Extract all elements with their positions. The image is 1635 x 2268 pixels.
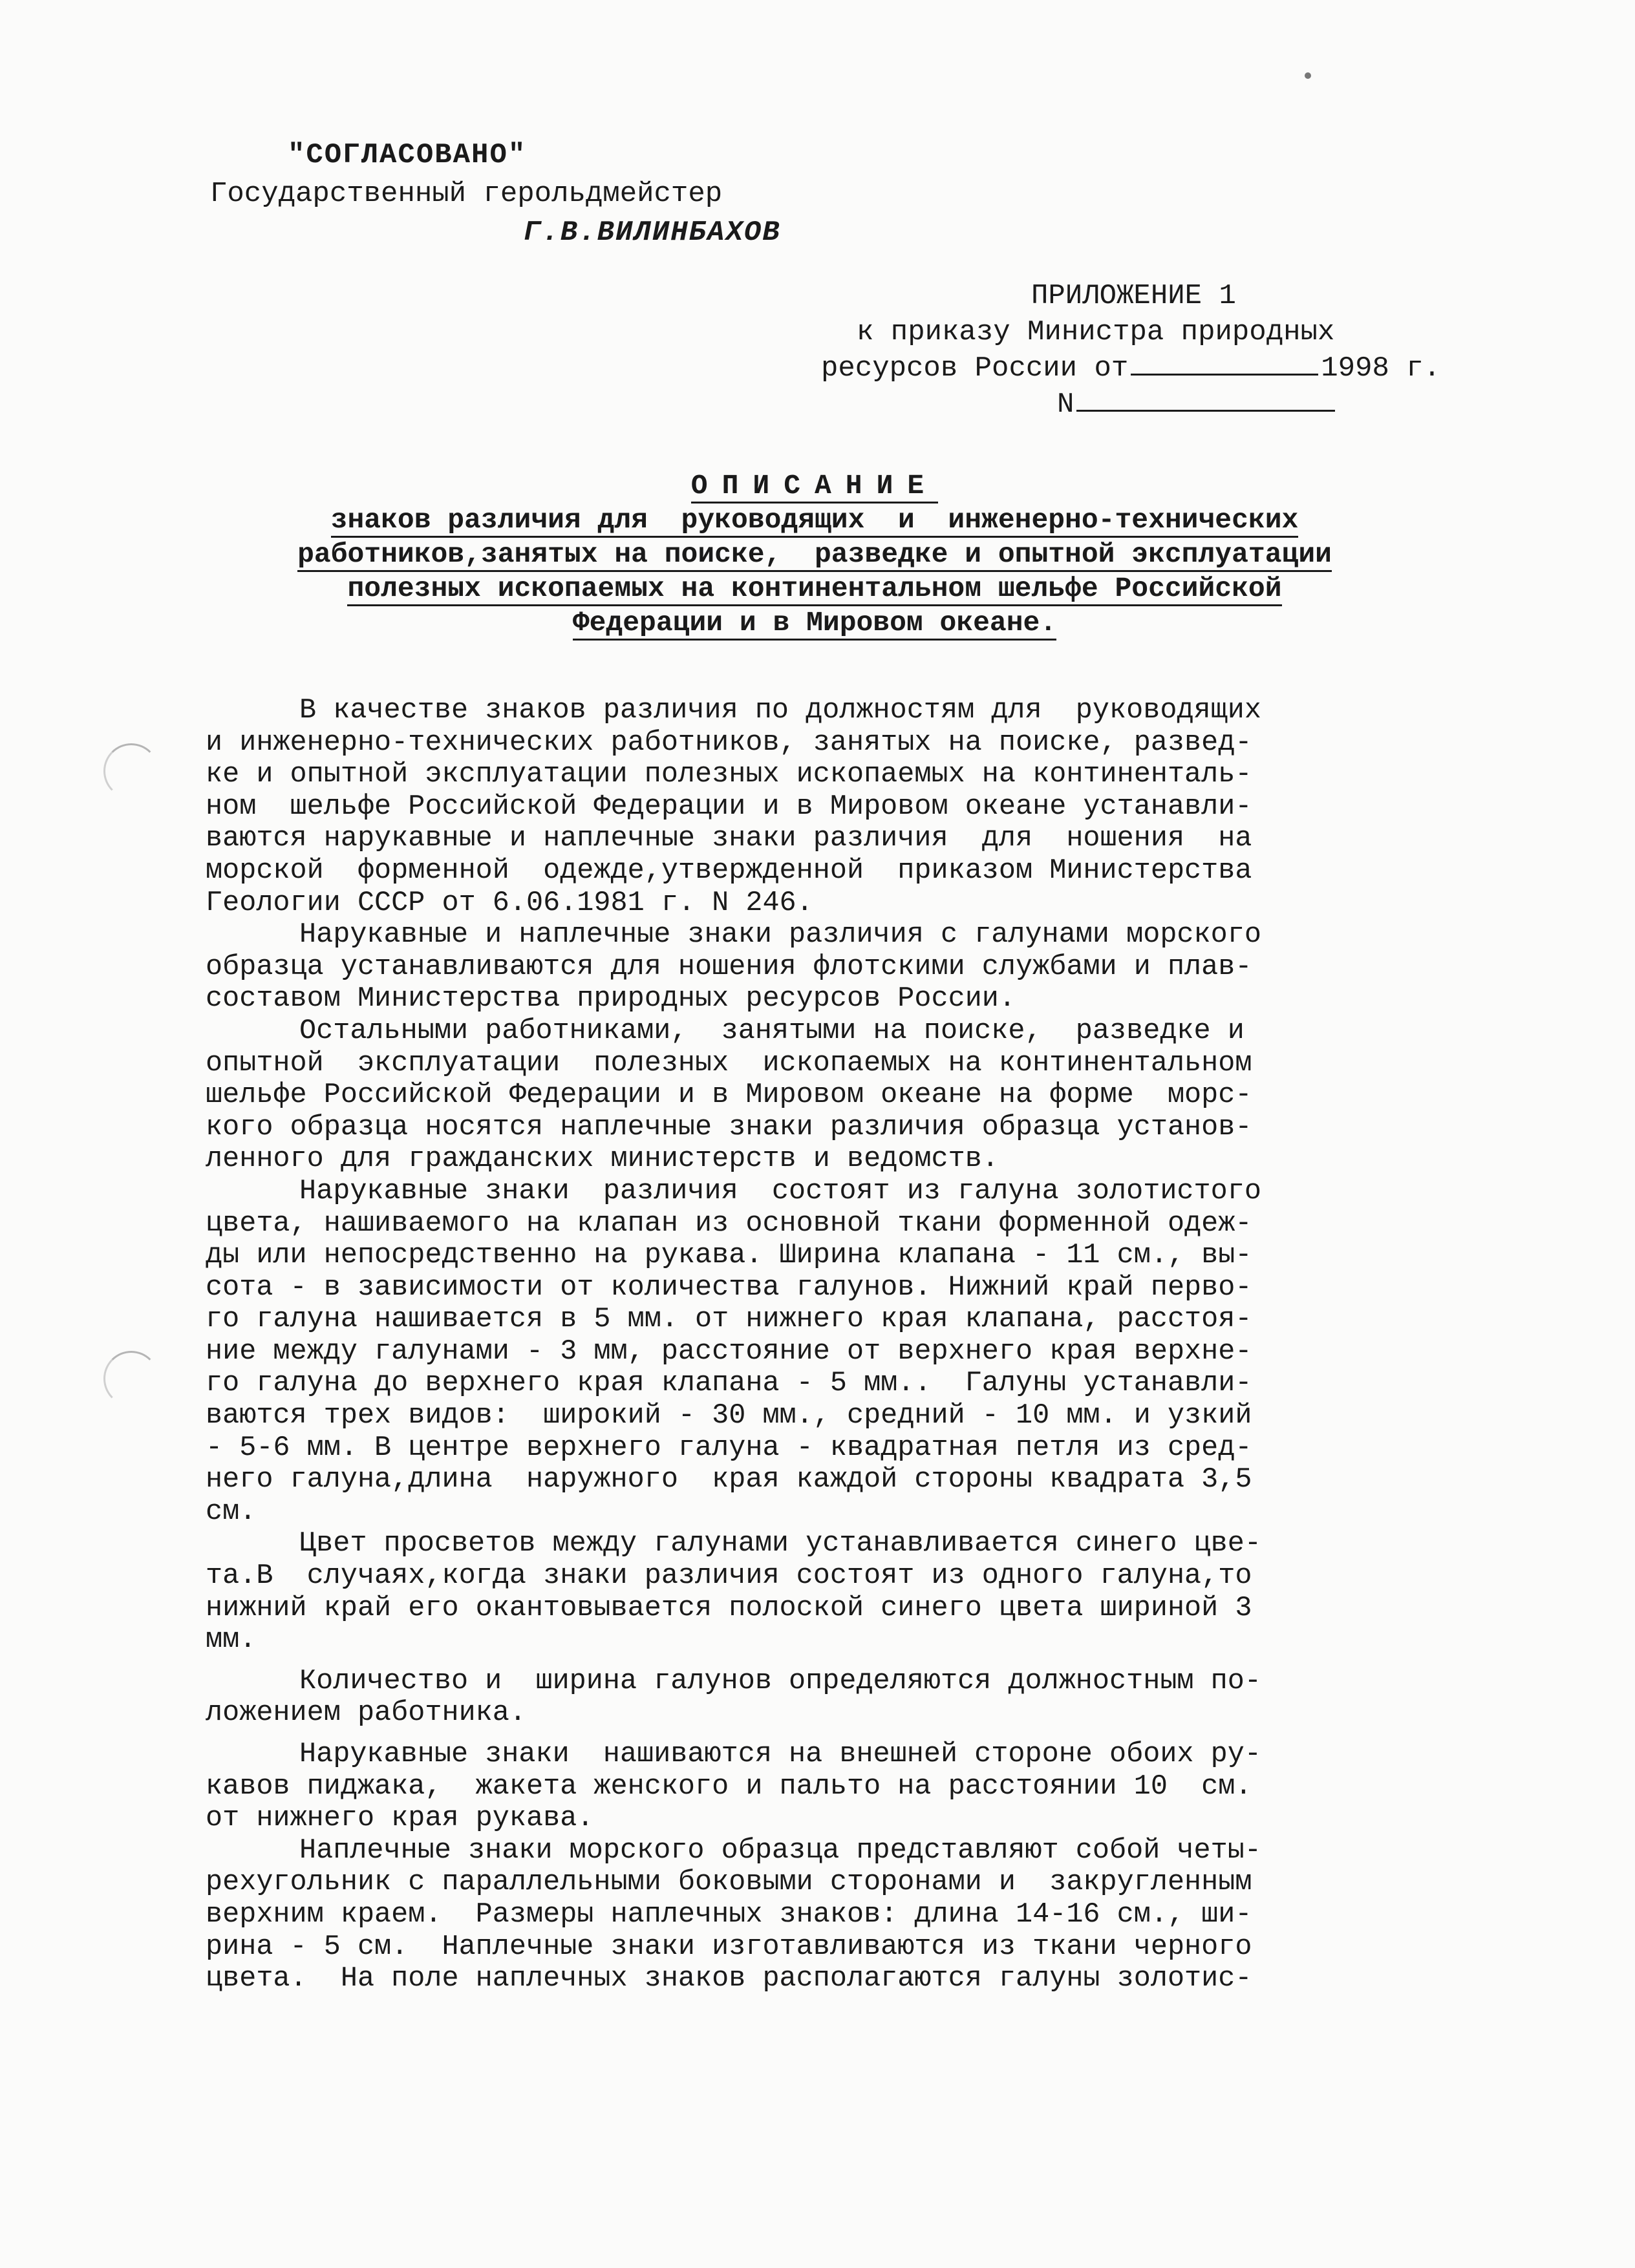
paragraph-line: сота - в зависимости от количества галунов. Нижний край перво- (206, 1271, 1252, 1304)
paragraph-line: ды или непосредственно на рукава. Ширина клапана - 11 см., вы- (206, 1240, 1252, 1272)
approval-heading: "СОГЛАСОВАНО" (288, 139, 527, 171)
paragraph-line: шельфе Российской Федерации и в Мировом океане на форме морс- (206, 1079, 1252, 1112)
appendix-date-suffix: 1998 г. (1321, 352, 1441, 385)
body-paragraph (206, 1835, 1421, 1995)
paragraph-line: Нарукавные знаки нашиваются на внешней стороне обоих ру- (299, 1739, 1261, 1770)
paragraph-line: кавов пиджака, жакета женского и пальто на расстоянии 10 см. (206, 1770, 1252, 1803)
paragraph-line: него галуна,длина наружного края каждой стороны квадрата 3,5 (206, 1464, 1252, 1496)
paragraph-line: Нарукавные и наплечные знаки различия с галунами морского (299, 919, 1261, 951)
paragraph-line: мм. (206, 1624, 257, 1657)
paragraph-line: образца устанавливаются для ношения флотскими службами и плав- (206, 951, 1252, 983)
paragraph-line: опытной эксплуатации полезных ископаемых на континентальном (206, 1047, 1252, 1079)
paragraph-line: го галуна нашивается в 5 мм. от нижнего края клапана, расстоя- (206, 1304, 1252, 1336)
title-word: ОПИСАНИЕ (691, 471, 938, 503)
approval-block (210, 136, 857, 252)
body-paragraph (206, 1176, 1421, 1529)
paragraph-line: Остальными работниками, занятыми на поиске, разведке и (299, 1015, 1245, 1047)
paragraph-line: Цвет просветов между галунами устанавливается синего цве- (299, 1528, 1261, 1560)
paragraph-line: кого образца носятся наплечные знаки различия образца установ- (206, 1111, 1252, 1143)
paragraph-line: см. (206, 1496, 257, 1528)
paragraph-line: та.В случаях,когда знаки различия состоят из одного галуна,то (206, 1560, 1252, 1593)
paragraph-line: морской форменной одежде,утвержденной приказом Министерства (206, 854, 1252, 887)
appendix-heading: ПРИЛОЖЕНИЕ 1 (1031, 280, 1236, 312)
paragraph-line: рехугольник с параллельными боковыми сторонами и закругленным (206, 1867, 1252, 1899)
paragraph-line: го галуна до верхнего края клапана - 5 мм.. Галуны устанавли- (206, 1368, 1252, 1400)
date-blank (1131, 352, 1318, 376)
paragraph-line: цвета, нашиваемого на клапан из основной ткани форменной одеж- (206, 1207, 1252, 1240)
body-paragraph (206, 1015, 1421, 1176)
punch-hole-mark (103, 1351, 159, 1406)
paragraph-line: составом Министерства природных ресурсов России. (206, 983, 1016, 1015)
paragraph-line: от нижнего края рукава. (206, 1803, 594, 1835)
paragraph-line: Геологии СССР от 6.06.1981 г. N 246. (206, 887, 813, 919)
paragraph-line: ленного для гражданских министерств и ведомств. (206, 1143, 999, 1176)
title-line: знаков различия для руководящих и инженерно-технических (331, 505, 1299, 538)
paragraph-line: ние между галунами - 3 мм, расстояние от верхнего края верхне- (206, 1335, 1252, 1368)
paragraph-line: нижний край его окантовывается полоской синего цвета шириной 3 (206, 1592, 1252, 1624)
body-paragraph (206, 695, 1421, 919)
appendix-date-prefix: ресурсов России от (821, 352, 1129, 385)
paragraph-line: ном шельфе Российской Федерации и в Мировом океане устанавли- (206, 790, 1252, 823)
title-line: полезных ископаемых на континентальном шельфе Российской (347, 573, 1281, 606)
paragraph-line: ке и опытной эксплуатации полезных ископаемых на континенталь- (206, 759, 1252, 791)
document-body (206, 695, 1421, 1995)
appendix-number-label: N (1057, 388, 1074, 421)
number-blank (1076, 388, 1335, 412)
paragraph-line: ложением работника. (206, 1697, 526, 1730)
appendix-block (808, 278, 1519, 423)
title-line: работников,занятых на поиске, разведке и опытной эксплуатации (297, 539, 1332, 572)
paragraph-line: цвета. На поле наплечных знаков располагаются галуны золотис- (206, 1963, 1252, 1995)
body-paragraph (206, 1666, 1421, 1730)
body-paragraph (206, 919, 1421, 1015)
paragraph-line: и инженерно-технических работников, занятых на поиске, развед- (206, 726, 1252, 759)
paragraph-line: Наплечные знаки морского образца представляют собой четы- (299, 1834, 1261, 1867)
paragraph-line: ваются трех видов: широкий - 30 мм., средний - 10 мм. и узкий (206, 1400, 1252, 1432)
paragraph-line: Нарукавные знаки различия состоят из галуна золотистого (299, 1175, 1261, 1207)
approval-position: Государственный герольдмейстер (210, 178, 723, 210)
approval-name: Г.В.ВИЛИНБАХОВ (524, 217, 781, 249)
paragraph-line: Количество и ширина галунов определяются должностным по- (299, 1665, 1261, 1697)
appendix-order: к приказу Министра природных (857, 316, 1335, 348)
title-line: Федерации и в Мировом океане. (573, 608, 1056, 641)
body-paragraph (206, 1528, 1421, 1656)
paragraph-line: верхним краем. Размеры наплечных знаков: длина 14-16 см., ши- (206, 1898, 1252, 1931)
body-paragraph (206, 1739, 1421, 1835)
paragraph-line: - 5-6 мм. В центре верхнего галуна - квадратная петля из сред- (206, 1432, 1252, 1464)
appendix-number-line (808, 387, 1519, 423)
paragraph-line: рина - 5 см. Наплечные знаки изготавливаются из ткани черного (206, 1931, 1252, 1963)
appendix-date-line (808, 350, 1519, 387)
punch-hole-mark (103, 743, 159, 799)
document-title (187, 471, 1442, 642)
scan-speck (1305, 72, 1311, 79)
paragraph-line: В качестве знаков различия по должностям для руководящих (299, 695, 1261, 726)
paragraph-line: ваются нарукавные и наплечные знаки различия для ношения на (206, 823, 1252, 855)
